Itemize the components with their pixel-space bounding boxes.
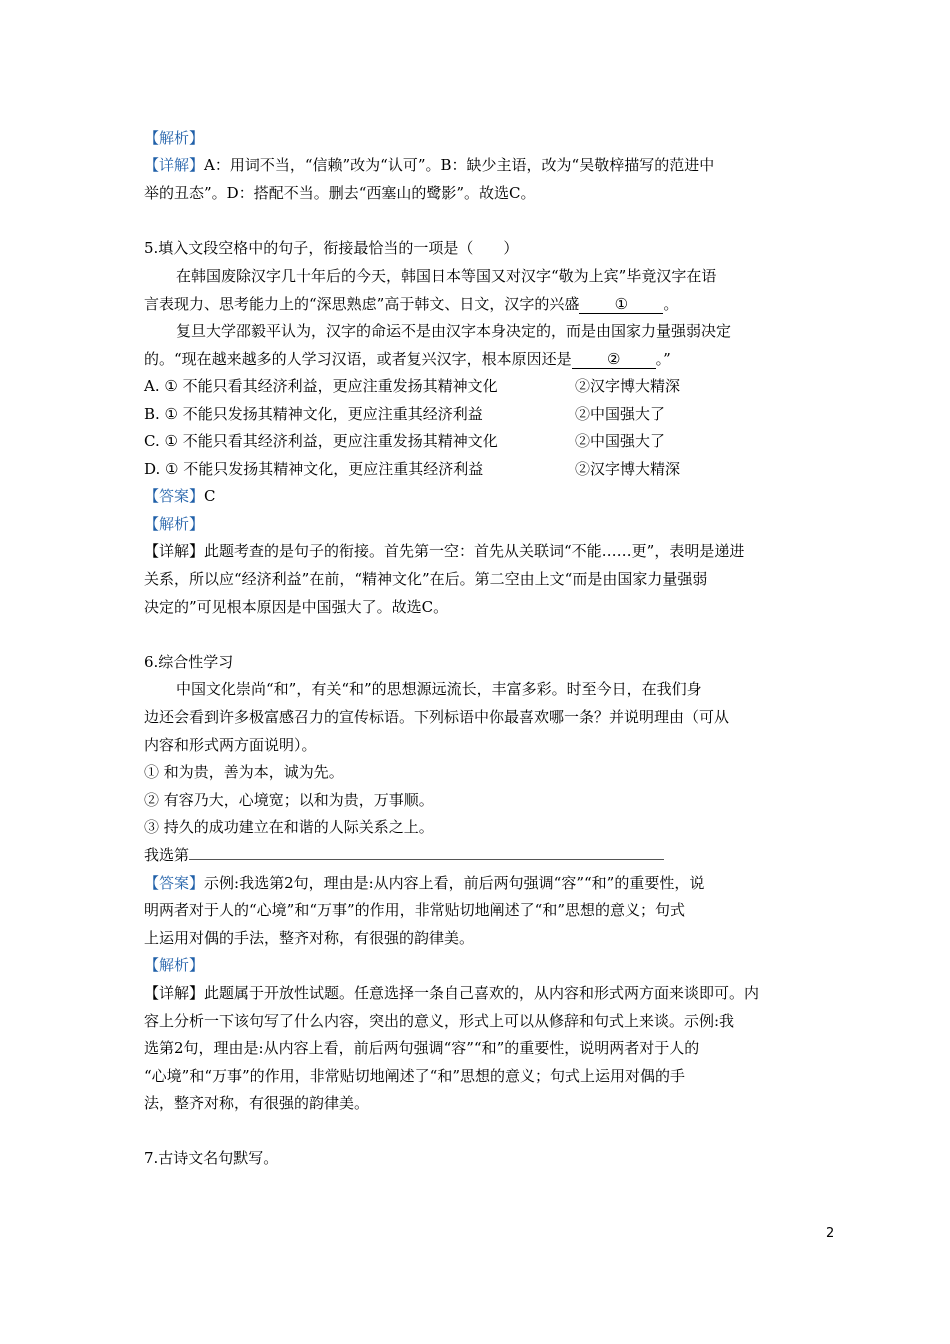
q5-detail-line-3: 决定的”可见根本原因是中国强大了。故选C。 xyxy=(144,598,449,616)
q5-detail-text-1: 此题考查的是句子的衔接。首先第一空：首先从关联词“不能……更”，表明是递进 xyxy=(204,542,745,560)
q6-detail-line-4: “心境”和“万事”的作用，非常贴切地阐述了“和”思想的意义；句式上运用对偶的手 xyxy=(144,1067,686,1085)
page-number: 2 xyxy=(826,1226,835,1241)
q4-detail-tag: 【详解】 xyxy=(144,156,205,174)
q5-option-a-part2: ②汉字博大精深 xyxy=(575,377,681,395)
q6-detail-line-3: 选第2句，理由是:从内容上看，前后两句强调“容”“和”的重要性，说明两者对于人的 xyxy=(144,1039,700,1057)
q6-answer-line-2: 明两者对于人的“心境”和“万事”的作用，非常贴切地阐述了“和”思想的意义；句式 xyxy=(144,901,686,919)
q5-stem: 5.填入文段空格中的句子，衔接最恰当的一项是（ ） xyxy=(144,239,519,257)
q4-analysis-tag: 【解析】 xyxy=(144,129,205,147)
q6-slogan-3: ③ 持久的成功建立在和谐的人际关系之上。 xyxy=(144,818,434,836)
q6-detail-line-2: 容上分析一下该句写了什么内容，突出的意义，形式上可以从修辞和句式上来谈。示例:我 xyxy=(144,1012,735,1030)
q5-option-c-part1: C. ① 不能只看其经济利益，更应注重发扬其精神文化 xyxy=(144,432,498,450)
q5-option-a-part1: A. ① 不能只看其经济利益，更应注重发扬其精神文化 xyxy=(144,377,498,395)
q6-answer-line-1 xyxy=(144,873,704,893)
q5-para2-end: 。” xyxy=(655,350,671,368)
q5-para2-text: 的。“现在越来越多的人学习汉语，或者复兴汉字，根本原因还是 xyxy=(144,350,572,368)
q6-analysis-tag: 【解析】 xyxy=(144,956,205,974)
q4-detail-line-1 xyxy=(144,155,714,175)
q6-choose-label: 我选第 xyxy=(144,846,190,864)
q5-option-a xyxy=(144,376,804,396)
q6-para-line-1: 中国文化崇尚“和”，有关“和”的思想源远流长，丰富多彩。时至今日，在我们身 xyxy=(176,680,702,698)
q5-para1-text: 言表现力、思考能力上的“深思熟虑”高于韩文、日文，汉字的兴盛 xyxy=(144,295,580,313)
q6-answer-line-3: 上运用对偶的手法，整齐对称，有很强的韵律美。 xyxy=(144,929,475,947)
q4-detail-line-2: 举的丑态”。D：搭配不当。删去“西塞山的鹭影”。故选C。 xyxy=(144,184,536,202)
q5-detail-line-1 xyxy=(144,541,744,561)
q5-para1-line-1: 在韩国废除汉字几十年后的今天，韩国日本等国又对汉字“敬为上宾”毕竟汉字在语 xyxy=(176,267,717,285)
q7-stem: 7.古诗文名句默写。 xyxy=(144,1149,279,1167)
q6-answer-tag: 【答案】 xyxy=(144,874,205,892)
q5-option-d xyxy=(144,459,804,479)
q5-option-d-part2: ②汉字博大精深 xyxy=(575,460,681,478)
q5-blank-1: ① xyxy=(579,295,663,314)
q6-slogan-2: ② 有容乃大，心境宽；以和为贵，万事顺。 xyxy=(144,791,434,809)
q6-detail-text-1: 此题属于开放性试题。任意选择一条自己喜欢的，从内容和形式两方面来谈即可。内 xyxy=(204,984,760,1002)
q5-detail-tag: 【详解】 xyxy=(144,542,205,560)
q5-para1-end: 。 xyxy=(663,295,679,313)
q4-detail-text-1: A：用词不当，“信赖”改为“认可”。B：缺少主语，改为“吴敬梓描写的范进中 xyxy=(204,156,715,174)
q6-detail-line-5: 法，整齐对称，有很强的韵律美。 xyxy=(144,1094,370,1112)
q5-option-b-part1: B. ① 不能只发扬其精神文化，更应注重其经济利益 xyxy=(144,405,483,423)
q6-para-line-3: 内容和形式两方面说明）。 xyxy=(144,736,317,754)
q6-detail-line-1 xyxy=(144,983,759,1003)
q5-answer-value: C xyxy=(204,487,216,505)
q5-para1-line-2 xyxy=(144,294,678,314)
q5-option-b xyxy=(144,404,804,424)
q6-choose-line xyxy=(144,845,664,865)
q6-answer-blank xyxy=(189,845,664,860)
q5-para2-line-2 xyxy=(144,349,671,369)
q5-option-c xyxy=(144,431,804,451)
q6-answer-text-1: 示例:我选第2句，理由是:从内容上看，前后两句强调“容”“和”的重要性，说 xyxy=(204,874,705,892)
q6-para-line-2: 边还会看到许多极富感召力的宣传标语。下列标语中你最喜欢哪一条？并说明理由（可从 xyxy=(144,708,730,726)
q5-detail-line-2: 关系，所以应“经济利益”在前，“精神文化”在后。第二空由上文“而是由国家力量强弱 xyxy=(144,570,708,588)
q6-stem: 6.综合性学习 xyxy=(144,653,234,671)
q6-detail-tag: 【详解】 xyxy=(144,984,205,1002)
q5-para2-line-1: 复旦大学邵毅平认为，汉字的命运不是由汉字本身决定的，而是由国家力量强弱决定 xyxy=(176,322,732,340)
q5-option-c-part2: ②中国强大了 xyxy=(575,432,666,450)
q5-option-d-part1: D. ① 不能只发扬其精神文化，更应注重其经济利益 xyxy=(144,460,484,478)
q6-slogan-1: ① 和为贵，善为本，诚为先。 xyxy=(144,763,344,781)
q5-option-b-part2: ②中国强大了 xyxy=(575,405,666,423)
q5-analysis-tag: 【解析】 xyxy=(144,515,205,533)
q5-blank-2: ② xyxy=(572,350,656,369)
q5-answer xyxy=(144,486,216,506)
q5-answer-tag: 【答案】 xyxy=(144,487,205,505)
